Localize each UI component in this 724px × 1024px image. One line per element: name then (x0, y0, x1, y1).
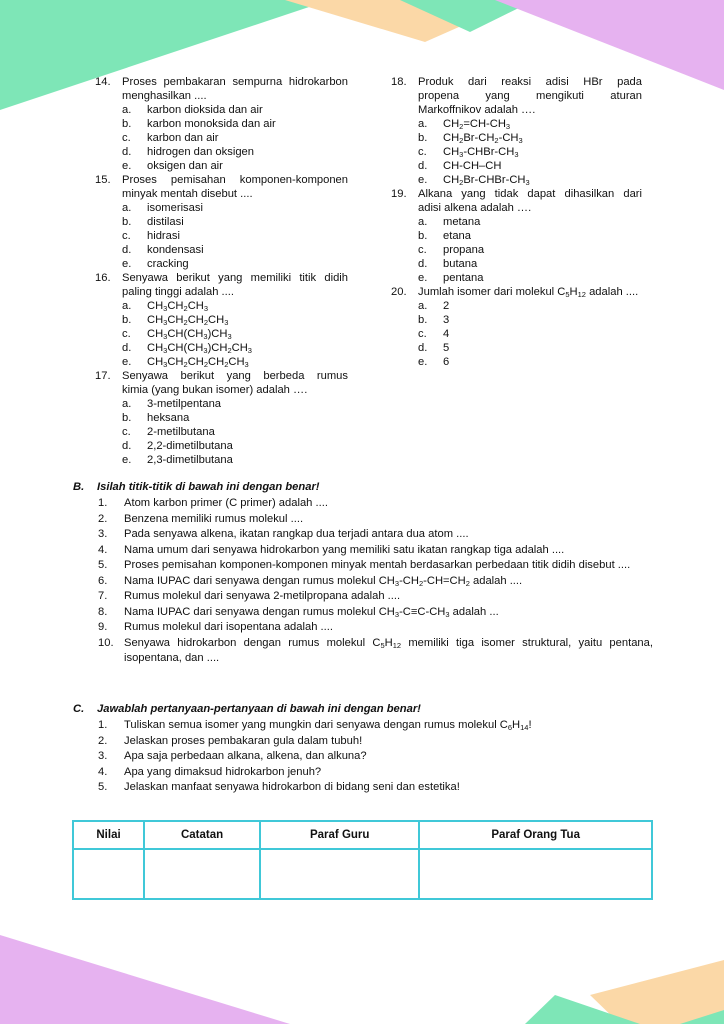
option-text: hidrogen dan oksigen (147, 146, 254, 158)
question-text (418, 285, 642, 299)
question-text-line: Jumlah isomer dari molekul $C_5H_{12}$ adalah .... (418, 286, 639, 299)
answer-option (122, 257, 348, 271)
question-text-line: paling tinggi adalah .... (122, 286, 234, 298)
question-text (122, 75, 348, 103)
list-item (98, 527, 653, 543)
answer-option (122, 313, 348, 327)
option-text: 3-metilpentana (147, 398, 222, 410)
option-letter: d. (122, 146, 132, 158)
item-number: 4. (98, 543, 108, 556)
section-b-title: Isilah titik-titik di bawah ini dengan benar! (97, 481, 320, 493)
item-text: Rumus molekul dari isopentana adalah .... (124, 621, 333, 633)
option-letter: c. (122, 426, 131, 438)
option-letter: d. (418, 342, 428, 354)
pink-corner-shape (0, 935, 290, 1024)
answer-option (418, 271, 642, 285)
item-number: 9. (98, 621, 108, 633)
paraf-guru-cell[interactable] (260, 849, 419, 899)
option-text: 5 (443, 342, 450, 354)
answer-option (122, 229, 348, 243)
option-letter: a. (122, 104, 132, 116)
option-text: $CH_2Br-CHBr-CH_3$ (443, 174, 530, 187)
item-number: 10. (98, 636, 114, 649)
question-number: 18. (391, 76, 407, 88)
option-text: butana (443, 258, 478, 270)
question-text-line: propena yang mengikuti aturan (418, 90, 642, 102)
option-letter: d. (418, 160, 428, 172)
item-text: Benzena memiliki rumus molekul .... (124, 512, 304, 525)
answer-option (418, 145, 642, 159)
answer-option (418, 243, 642, 257)
answer-option (418, 257, 642, 271)
question-text-line: Alkana yang tidak dapat dihasilkan dari (418, 188, 642, 200)
item-number: 2. (98, 734, 108, 747)
list-item (98, 558, 653, 574)
option-letter: e. (122, 454, 132, 466)
option-text: $CH_3CH_2CH_2CH_3$ (147, 314, 229, 327)
nilai-cell[interactable] (73, 849, 144, 899)
option-letter: a. (418, 216, 428, 228)
answer-option (122, 159, 348, 173)
section-b (73, 480, 653, 667)
answer-option (418, 117, 642, 131)
grade-table (72, 820, 653, 900)
item-number: 3. (98, 528, 108, 540)
question-text-line: kimia (yang bukan isomer) adalah …. (122, 384, 308, 396)
question-text (418, 187, 642, 215)
item-number: 8. (98, 605, 108, 618)
answer-option (418, 313, 642, 327)
option-letter: d. (122, 244, 132, 256)
answer-option (418, 215, 642, 229)
list-item (98, 496, 653, 512)
option-letter: c. (418, 146, 427, 158)
option-letter: e. (122, 160, 132, 172)
item-text: Jelaskan proses pembakaran gula dalam tubuh! (124, 734, 363, 747)
answer-option (122, 453, 348, 467)
answer-option (122, 397, 348, 411)
list-item (98, 780, 653, 796)
option-letter: b. (418, 230, 428, 242)
option-letter: b. (418, 132, 428, 144)
header-paraf-orang-tua: Paraf Orang Tua (419, 821, 652, 849)
paraf-orang-tua-cell[interactable] (419, 849, 652, 899)
grade-table-header-row (73, 821, 652, 849)
section-c (73, 702, 653, 796)
question-number: 19. (391, 188, 407, 200)
list-item (98, 543, 653, 559)
item-number: 4. (98, 765, 108, 778)
question-item (95, 271, 348, 299)
header-catatan: Catatan (144, 821, 260, 849)
answer-option (122, 117, 348, 131)
question-text (122, 271, 348, 299)
question-text (418, 75, 642, 117)
option-text: 6 (443, 356, 450, 368)
option-letter: c. (122, 328, 131, 340)
question-number: 16. (95, 272, 111, 284)
item-number: 1. (98, 719, 108, 731)
option-letter: a. (122, 300, 132, 312)
option-text: metana (443, 216, 481, 228)
list-item (98, 718, 653, 734)
option-letter: c. (418, 244, 427, 256)
list-item (98, 734, 653, 750)
question-item (95, 75, 348, 103)
answer-option (418, 341, 642, 355)
item-text: Proses pemisahan komponen-komponen minyak mentah berdasarkan perbedaan titik didih disebut .... (124, 559, 631, 571)
question-text-line: Senyawa berikut yang memiliki titik didih (122, 272, 348, 284)
header-nilai: Nilai (73, 821, 144, 849)
section-c-title: Jawablah pertanyaan-pertanyaan di bawah ini dengan benar! (97, 703, 421, 715)
option-text: pentana (443, 272, 484, 284)
option-text: karbon dan air (147, 132, 219, 144)
answer-option (122, 341, 348, 355)
item-text: Nama umum dari senyawa hidrokarbon yang memiliki satu ikatan rangkap tiga adalah .... (124, 543, 565, 556)
question-text-line: minyak mentah disebut .... (122, 188, 253, 200)
list-item (98, 589, 653, 605)
question-item (95, 173, 348, 201)
option-text: $CH_3CH_2CH_3$ (147, 300, 209, 313)
item-text: Apa yang dimaksud hidrokarbon jenuh? (124, 765, 322, 778)
item-number: 7. (98, 590, 108, 602)
option-text: hidrasi (147, 230, 180, 242)
question-text-line: Proses pembakaran sempurna hidrokarbon (122, 76, 348, 88)
mc-left-column (95, 75, 348, 467)
answer-option (122, 201, 348, 215)
item-text: Apa saja perbedaan alkana, alkena, dan alkuna? (124, 750, 367, 762)
option-text: kondensasi (147, 244, 204, 256)
option-letter: a. (122, 398, 132, 410)
answer-option (122, 439, 348, 453)
list-item (98, 574, 653, 590)
option-text: $CH_3-CHBr-CH_3$ (443, 146, 519, 159)
answer-option (122, 425, 348, 439)
item-text: Nama IUPAC dari senyawa dengan rumus molekul $CH_3-C\equiv C-CH_3$ adalah ... (124, 605, 499, 619)
question-text-line: adisi alkena adalah …. (418, 202, 532, 214)
item-number: 6. (98, 574, 108, 587)
answer-option (122, 145, 348, 159)
section-b-heading (73, 480, 653, 494)
question-item (391, 75, 642, 117)
question-number: 15. (95, 174, 111, 186)
list-item (98, 749, 653, 765)
answer-option (122, 243, 348, 257)
option-letter: c. (122, 132, 131, 144)
option-letter: e. (418, 174, 428, 186)
option-text: $CH_3CH(CH_3)CH_2CH_3$ (147, 342, 252, 355)
option-text: heksana (147, 412, 190, 424)
option-text: $CH_2Br-CH_2-CH_3$ (443, 132, 523, 145)
item-text: Jelaskan manfaat senyawa hidrokarbon di bidang seni dan estetika! (124, 781, 460, 793)
option-text: oksigen dan air (147, 160, 223, 172)
list-item (98, 512, 653, 528)
option-letter: d. (418, 258, 428, 270)
question-text-line: Produk dari reaksi adisi HBr pada (418, 76, 642, 88)
list-item (98, 605, 653, 621)
list-item (98, 636, 653, 667)
answer-option (418, 299, 642, 313)
catatan-cell[interactable] (144, 849, 260, 899)
question-item (95, 369, 348, 397)
option-text: distilasi (147, 216, 184, 228)
answer-option (418, 355, 642, 369)
section-b-label: B. (73, 481, 85, 493)
answer-option (122, 103, 348, 117)
option-text: $CH_3CH_2CH_2CH_2CH_3$ (147, 356, 249, 369)
answer-option (418, 229, 642, 243)
answer-option (122, 327, 348, 341)
option-letter: e. (418, 272, 428, 284)
option-letter: e. (122, 356, 132, 368)
question-text (122, 369, 348, 397)
question-number: 17. (95, 370, 111, 382)
option-letter: b. (122, 118, 132, 130)
question-item (391, 285, 642, 299)
option-letter: a. (122, 202, 132, 214)
section-c-heading (73, 702, 653, 716)
option-text: karbon dioksida dan air (147, 104, 263, 116)
option-letter: b. (418, 314, 428, 326)
item-number: 1. (98, 497, 108, 509)
answer-option (418, 159, 642, 173)
option-letter: a. (418, 118, 428, 130)
question-text-line: Markoffnikov adalah …. (418, 104, 536, 116)
option-text: etana (443, 230, 471, 242)
question-number: 20. (391, 286, 407, 298)
option-letter: b. (122, 314, 132, 326)
item-text: Nama IUPAC dari senyawa dengan rumus molekul $CH_3-CH_2-CH=CH_2$ adalah .... (124, 574, 523, 588)
option-letter: b. (122, 412, 132, 424)
question-text-line: Proses pemisahan komponen-komponen (122, 174, 348, 186)
question-text-line: menghasilkan .... (122, 90, 207, 102)
option-text: isomerisasi (147, 202, 203, 214)
item-number: 5. (98, 781, 108, 793)
option-text: 2-metilbutana (147, 426, 215, 438)
answer-option (122, 355, 348, 369)
answer-option (122, 131, 348, 145)
section-c-items (73, 718, 653, 796)
answer-option (418, 173, 642, 187)
question-number: 14. (95, 76, 111, 88)
list-item (98, 765, 653, 781)
answer-option (418, 327, 642, 341)
option-text: 2,2-dimetilbutana (147, 440, 233, 452)
item-number: 3. (98, 750, 108, 762)
item-text: Rumus molekul dari senyawa 2-metilpropana adalah .... (124, 590, 401, 602)
answer-option (122, 411, 348, 425)
option-letter: e. (418, 356, 428, 368)
item-text: Atom karbon primer (C primer) adalah .... (124, 497, 328, 509)
answer-option (122, 299, 348, 313)
grade-table-row (73, 849, 652, 899)
item-text: Senyawa hidrokarbon dengan rumus molekul $C_5H_{12}$ memiliki tiga isomer struktural, yaitu pentana, isopentana, dan .... (124, 636, 653, 664)
section-c-label: C. (73, 703, 85, 715)
option-text: 2,3-dimetilbutana (147, 454, 233, 466)
item-text: Pada senyawa alkena, ikatan rangkap dua terjadi antara dua atom .... (124, 528, 469, 540)
mc-right-column (391, 75, 642, 369)
header-paraf-guru: Paraf Guru (260, 821, 419, 849)
option-text: 3 (443, 314, 450, 326)
option-text: cracking (147, 258, 189, 270)
list-item (98, 620, 653, 636)
option-letter: a. (418, 300, 428, 312)
item-number: 2. (98, 512, 108, 525)
option-text: propana (443, 244, 485, 256)
question-text-line: Senyawa berikut yang berbeda rumus (122, 370, 348, 382)
option-letter: b. (122, 216, 132, 228)
option-text: $CH_2=CH-CH_3$ (443, 118, 511, 131)
option-letter: d. (122, 440, 132, 452)
question-text (122, 173, 348, 201)
section-b-items (73, 496, 653, 667)
question-item (391, 187, 642, 215)
option-letter: e. (122, 258, 132, 270)
option-letter: d. (122, 342, 132, 354)
option-letter: c. (122, 230, 131, 242)
item-number: 5. (98, 559, 108, 571)
answer-option (122, 215, 348, 229)
item-text: Tuliskan semua isomer yang mungkin dari senyawa dengan rumus molekul $C_6H_{14}$! (124, 719, 532, 732)
option-text: 4 (443, 328, 450, 340)
option-text: karbon monoksida dan air (147, 118, 276, 130)
option-text: $CH_3CH(CH_3)CH_3$ (147, 328, 232, 341)
option-letter: c. (418, 328, 427, 340)
answer-option (418, 131, 642, 145)
option-text: 2 (443, 300, 450, 312)
option-text: CH-CH–CH (443, 160, 502, 172)
